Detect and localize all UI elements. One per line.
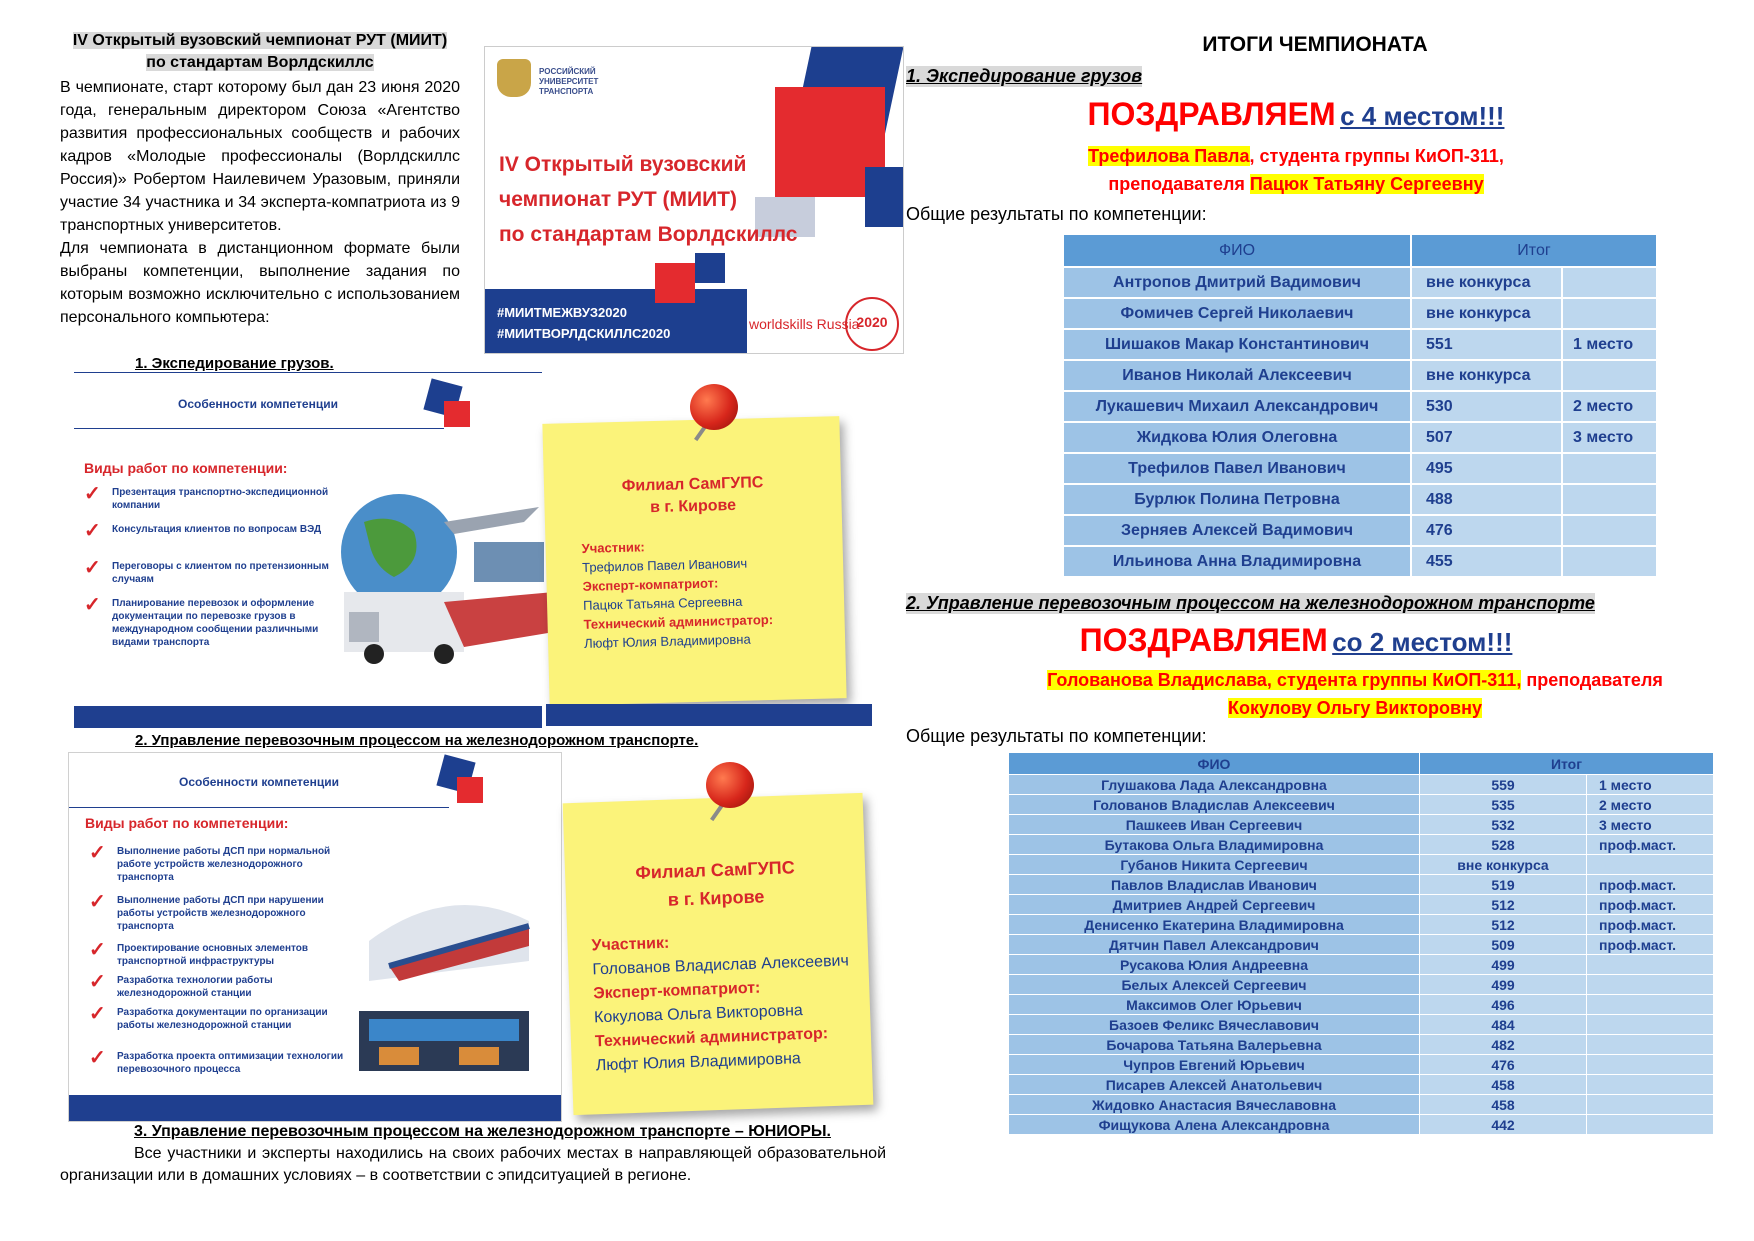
table-row [1009, 1075, 1714, 1095]
list-item: ✓ Консультация клиентов по вопросам ВЭД [84, 520, 322, 542]
cell-name: Бутакова Ольга Владимировна [1009, 835, 1420, 855]
emblem-icon [497, 59, 531, 97]
cell-score: 535 [1420, 795, 1587, 815]
cell-score: 507 [1411, 422, 1562, 453]
cell-place [1587, 1115, 1714, 1135]
cell-place: 2 место [1562, 391, 1657, 422]
table-row [1009, 835, 1714, 855]
check-icon: ✓ [89, 1003, 106, 1025]
col-name-header: ФИО [1063, 234, 1411, 267]
table-row [1009, 795, 1714, 815]
note-participant: Голованов Владислав Алексеевич [592, 952, 850, 979]
cell-score: вне конкурса [1411, 360, 1562, 391]
cell-name: Трефилов Павел Иванович [1063, 453, 1411, 484]
cell-score: 530 [1411, 391, 1562, 422]
note-participant-label: Участник: [591, 934, 670, 955]
cell-name: Ильинова Анна Владимировна [1063, 546, 1411, 577]
table-row [1063, 360, 1657, 391]
list-item: ✓ Разработка проекта оптимизации технологии перевозочного процесса [89, 1047, 344, 1075]
comp2-place: со 2 местом!!! [1332, 627, 1513, 657]
cell-name: Антропов Дмитрий Вадимович [1063, 267, 1411, 298]
section1-note [542, 416, 846, 706]
cell-name: Фищукова Алена Александровна [1009, 1115, 1420, 1135]
results-title: ИТОГИ ЧЕМПИОНАТА [1202, 33, 1428, 56]
cell-score: 442 [1420, 1115, 1587, 1135]
cell-place: 3 место [1562, 422, 1657, 453]
cell-place: проф.маст. [1587, 835, 1714, 855]
cell-place [1562, 515, 1657, 546]
hashtag-1: #МИИТМЕЖВУЗ2020 [497, 305, 627, 320]
cell-place [1562, 453, 1657, 484]
comp2-congrats [906, 622, 1686, 659]
cell-place: 3 место [1587, 815, 1714, 835]
cell-name: Иванов Николай Алексеевич [1063, 360, 1411, 391]
intro-paragraph-2: Для чемпионата в дистанционном формате были выбраны компетенции, выполнение задания по которым возможно исключительно с использованием персонального компьютера: [60, 240, 460, 326]
cell-place [1562, 546, 1657, 577]
cell-place: проф.маст. [1587, 915, 1714, 935]
cell-name: Писарев Алексей Анатольевич [1009, 1075, 1420, 1095]
note-participant: Трефилов Павел Иванович [581, 555, 748, 575]
comp1-student: Трефилова Павла, студента группы КиОП-311, преподавателя Пацюк Татьяну Сергеевну [1088, 146, 1504, 194]
worldskills-logo: worldskills Russia [749, 316, 860, 332]
cell-name: Лукашевич Михаил Александрович [1063, 391, 1411, 422]
cell-score: 484 [1420, 1015, 1587, 1035]
cell-score: 528 [1420, 835, 1587, 855]
cell-place: проф.маст. [1587, 875, 1714, 895]
cell-place: проф.маст. [1587, 935, 1714, 955]
cell-score: 499 [1420, 955, 1587, 975]
pushpin-icon [690, 384, 738, 430]
comp1-student-name: Трефилова Павла [1088, 146, 1250, 166]
championship-poster [484, 46, 904, 354]
table-row [1009, 895, 1714, 915]
cell-place [1587, 1035, 1714, 1055]
check-icon: ✓ [89, 971, 106, 993]
slide-footer-bar [69, 1095, 561, 1121]
kinds-title: Виды работ по компетенции: [85, 815, 289, 831]
note-branch: Филиал СамГУПС [621, 474, 764, 495]
cell-score: 488 [1411, 484, 1562, 515]
cell-name: Чупров Евгений Юрьевич [1009, 1055, 1420, 1075]
list-item: ✓ Выполнение работы ДСП при нормальной работе устройств железнодорожного транспорта [89, 842, 331, 883]
list-item: ✓ Разработка документации по организации работы железнодорожной станции [89, 1003, 328, 1031]
cell-name: Губанов Никита Сергеевич [1009, 855, 1420, 875]
list-item: ✓ Выполнение работы ДСП при нарушении работы устройств железнодорожного транспорта [89, 891, 324, 932]
section1-heading: 1. Экспедирование грузов. [135, 355, 334, 372]
intro-text [60, 76, 460, 329]
table-row [1009, 1035, 1714, 1055]
cell-name: Максимов Олег Юрьевич [1009, 995, 1420, 1015]
table-row [1009, 875, 1714, 895]
comp1-results-table [1062, 233, 1658, 578]
note-expert-label: Эксперт-компатриот: [593, 979, 761, 1003]
list-item: ✓ Проектирование основных элементов транспортной инфраструктуры [89, 939, 309, 967]
cell-place [1587, 855, 1714, 875]
table-row [1063, 546, 1657, 577]
list-item: ✓ Планирование перевозок и оформление документации по перевозке грузов в международном сообщении различными видами транспорта [84, 594, 319, 648]
table-row [1009, 935, 1714, 955]
university-logo [497, 55, 647, 99]
comp1-overall-label: Общие результаты по компетенции: [906, 204, 1207, 224]
cell-name: Фомичев Сергей Николаевич [1063, 298, 1411, 329]
railway-illustration [359, 871, 539, 1071]
table-row [1063, 391, 1657, 422]
cell-place: 1 место [1587, 775, 1714, 795]
section2-heading: 2. Управление перевозочным процессом на железнодорожном транспорте. [135, 732, 699, 749]
cell-score: 512 [1420, 915, 1587, 935]
cell-place [1587, 975, 1714, 995]
comp2-student: Голованова Владислава, студента группы КиОП-311, преподавателя Кокулову Ольгу Викторовну [1047, 670, 1663, 718]
check-icon: ✓ [84, 483, 101, 505]
check-icon: ✓ [89, 1047, 106, 1069]
note-admin-label: Технический администратор: [594, 1025, 829, 1051]
young-professionals-logo: 2020 [845, 297, 899, 351]
table-row [1009, 1115, 1714, 1135]
congrats-word: ПОЗДРАВЛЯЕМ [1079, 622, 1328, 658]
note-expert: Кокулова Ольга Викторовна [593, 1002, 804, 1027]
slide-title: Особенности компетенции [179, 775, 339, 789]
cell-name: Бурлюк Полина Петровна [1063, 484, 1411, 515]
university-name-line2: ТРАНСПОРТА [539, 87, 594, 96]
note-admin: Люфт Юлия Владимировна [595, 1050, 802, 1075]
table-row [1009, 995, 1714, 1015]
table-row [1009, 975, 1714, 995]
comp1-teacher-name: Пацюк Татьяну Сергеевну [1249, 174, 1484, 194]
note-expert-label: Эксперт-компатриот: [582, 575, 719, 594]
cell-name: Голованов Владислав Алексеевич [1009, 795, 1420, 815]
check-icon: ✓ [89, 842, 106, 864]
cell-name: Пашкеев Иван Сергеевич [1009, 815, 1420, 835]
cell-name: Шишаков Макар Константинович [1063, 329, 1411, 360]
cubes-icon [435, 753, 495, 813]
intro-title-line1: IV Открытый вузовский чемпионат РУТ (МИИТ) [72, 32, 448, 49]
cell-place [1587, 995, 1714, 1015]
cell-name: Денисенко Екатерина Владимировна [1009, 915, 1420, 935]
note-footer-bar [546, 704, 872, 726]
cell-name: Зерняев Алексей Вадимович [1063, 515, 1411, 546]
comp1-place: с 4 местом!!! [1340, 101, 1505, 131]
cell-name: Павлов Владислав Иванович [1009, 875, 1420, 895]
cell-place [1587, 1075, 1714, 1095]
comp2-teacher-name: Кокулову Ольгу Викторовну [1228, 698, 1482, 718]
cell-score: 458 [1420, 1075, 1587, 1095]
cell-name: Жидкова Юлия Олеговна [1063, 422, 1411, 453]
table-row [1063, 329, 1657, 360]
check-icon: ✓ [84, 594, 101, 616]
table-row [1063, 453, 1657, 484]
section2-note [563, 793, 874, 1115]
cell-place [1587, 1055, 1714, 1075]
cell-score: 495 [1411, 453, 1562, 484]
cell-score: 482 [1420, 1035, 1587, 1055]
comp2-student-name: Голованова Владислава, студента группы КиОП-311, [1047, 670, 1522, 690]
check-icon: ✓ [84, 557, 101, 579]
kinds-list [83, 842, 353, 1076]
col-result-header: Итог [1420, 753, 1714, 775]
cell-score: 458 [1420, 1095, 1587, 1115]
cell-score: 512 [1420, 895, 1587, 915]
note-branch: Филиал СамГУПС [635, 857, 795, 883]
note-participant-label: Участник: [581, 539, 645, 556]
poster-title: IV Открытый вузовский чемпионат РУТ (МИИТ) по стандартам Ворлдскиллс [499, 153, 798, 246]
cell-score: 499 [1420, 975, 1587, 995]
cell-score: 559 [1420, 775, 1587, 795]
cell-place [1562, 484, 1657, 515]
col-name-header: ФИО [1009, 753, 1420, 775]
section2-slide [68, 752, 562, 1122]
section1-slide [74, 372, 542, 728]
pushpin-icon [706, 762, 754, 808]
table-row [1009, 1015, 1714, 1035]
cell-place [1587, 955, 1714, 975]
cell-score: вне конкурса [1411, 267, 1562, 298]
cell-name: Русакова Юлия Андреевна [1009, 955, 1420, 975]
col-result-header: Итог [1411, 234, 1657, 267]
cell-score: 551 [1411, 329, 1562, 360]
slide-title: Особенности компетенции [178, 397, 338, 411]
section3-heading: 3. Управление перевозочным процессом на железнодорожном транспорте – ЮНИОРЫ. [134, 1123, 831, 1140]
congrats-word: ПОЗДРАВЛЯЕМ [1087, 96, 1336, 132]
table-row [1063, 422, 1657, 453]
cell-score: 519 [1420, 875, 1587, 895]
table-row [1009, 915, 1714, 935]
check-icon: ✓ [89, 891, 106, 913]
note-admin-label: Технический администратор: [583, 611, 774, 632]
transport-illustration [324, 482, 554, 672]
hashtags [497, 302, 670, 344]
note-city: в г. Кирове [649, 496, 737, 517]
cell-place: 1 место [1562, 329, 1657, 360]
cell-name: Базоев Феликс Вячеславович [1009, 1015, 1420, 1035]
cell-score: вне конкурса [1420, 855, 1587, 875]
cell-score: вне конкурса [1411, 298, 1562, 329]
cell-name: Дятчин Павел Александрович [1009, 935, 1420, 955]
table-row [1009, 1055, 1714, 1075]
cell-score: 496 [1420, 995, 1587, 1015]
note-admin: Люфт Юлия Владимировна [583, 631, 751, 651]
comp1-heading: 1. Экспедирование грузов [906, 66, 1143, 86]
intro-title [60, 30, 460, 74]
comp2-heading: 2. Управление перевозочным процессом на железнодорожном транспорте [906, 593, 1595, 613]
cell-score: 532 [1420, 815, 1587, 835]
cell-place [1587, 1095, 1714, 1115]
check-icon: ✓ [84, 520, 101, 542]
cell-name: Бочарова Татьяна Валерьевна [1009, 1035, 1420, 1055]
hashtag-2: #МИИТВОРЛДСКИЛЛС2020 [497, 326, 671, 341]
university-name-line1: РОССИЙСКИЙ УНИВЕРСИТЕТ [539, 67, 599, 86]
cell-place [1562, 360, 1657, 391]
table-row [1009, 955, 1714, 975]
comp1-congrats [906, 96, 1686, 133]
table-row [1063, 515, 1657, 546]
section3-text: Все участники и эксперты находились на своих рабочих местах в направляющей образовательной организации или в домашних условиях – в соответствии с эпидситуацией в регионе. [60, 1145, 886, 1184]
cell-place [1562, 298, 1657, 329]
cell-name: Дмитриев Андрей Сергеевич [1009, 895, 1420, 915]
cell-place [1587, 1015, 1714, 1035]
table-row [1009, 1095, 1714, 1115]
cell-score: 455 [1411, 546, 1562, 577]
table-row [1009, 815, 1714, 835]
cell-score: 476 [1411, 515, 1562, 546]
kinds-title: Виды работ по компетенции: [84, 460, 288, 476]
cell-score: 476 [1420, 1055, 1587, 1075]
table-row [1009, 855, 1714, 875]
note-expert: Пацюк Татьяна Сергеевна [582, 593, 743, 613]
comp2-overall-label: Общие результаты по компетенции: [906, 726, 1207, 746]
cell-name: Глушакова Лада Александровна [1009, 775, 1420, 795]
check-icon: ✓ [89, 939, 106, 961]
list-item: ✓ Переговоры с клиентом по претензионным случаям [84, 557, 329, 585]
table-row [1063, 484, 1657, 515]
intro-title-line2: по стандартам Ворлдскиллс [146, 54, 374, 71]
cell-place: 2 место [1587, 795, 1714, 815]
cell-name: Жидовко Анастасия Вячеславовна [1009, 1095, 1420, 1115]
note-city: в г. Кирове [667, 886, 765, 910]
comp2-results-table [1008, 752, 1714, 1135]
cell-name: Белых Алексей Сергеевич [1009, 975, 1420, 995]
slide-footer-bar [74, 706, 542, 728]
table-row [1063, 267, 1657, 298]
list-item: ✓ Разработка технологии работы железнодорожной станции [89, 971, 273, 999]
list-item: ✓ Презентация транспортно-экспедиционной компании [84, 483, 329, 511]
table-row [1009, 775, 1714, 795]
cell-place: проф.маст. [1587, 895, 1714, 915]
table-row [1063, 298, 1657, 329]
cell-score: 509 [1420, 935, 1587, 955]
cubes-icon [422, 377, 482, 437]
intro-paragraph-1: В чемпионате, старт которому был дан 23 июня 2020 года, генеральным директором Союза «Агентство развития профессиональных сообществ и рабочих кадров «Молодые профессионалы (Ворлдскиллс Россия)» Робертом Наилевичем Уразовым, приняли участие 34 участника и 34 эксперта-компатриота из 9 транспортных университетов. [60, 79, 460, 234]
cell-place [1562, 267, 1657, 298]
